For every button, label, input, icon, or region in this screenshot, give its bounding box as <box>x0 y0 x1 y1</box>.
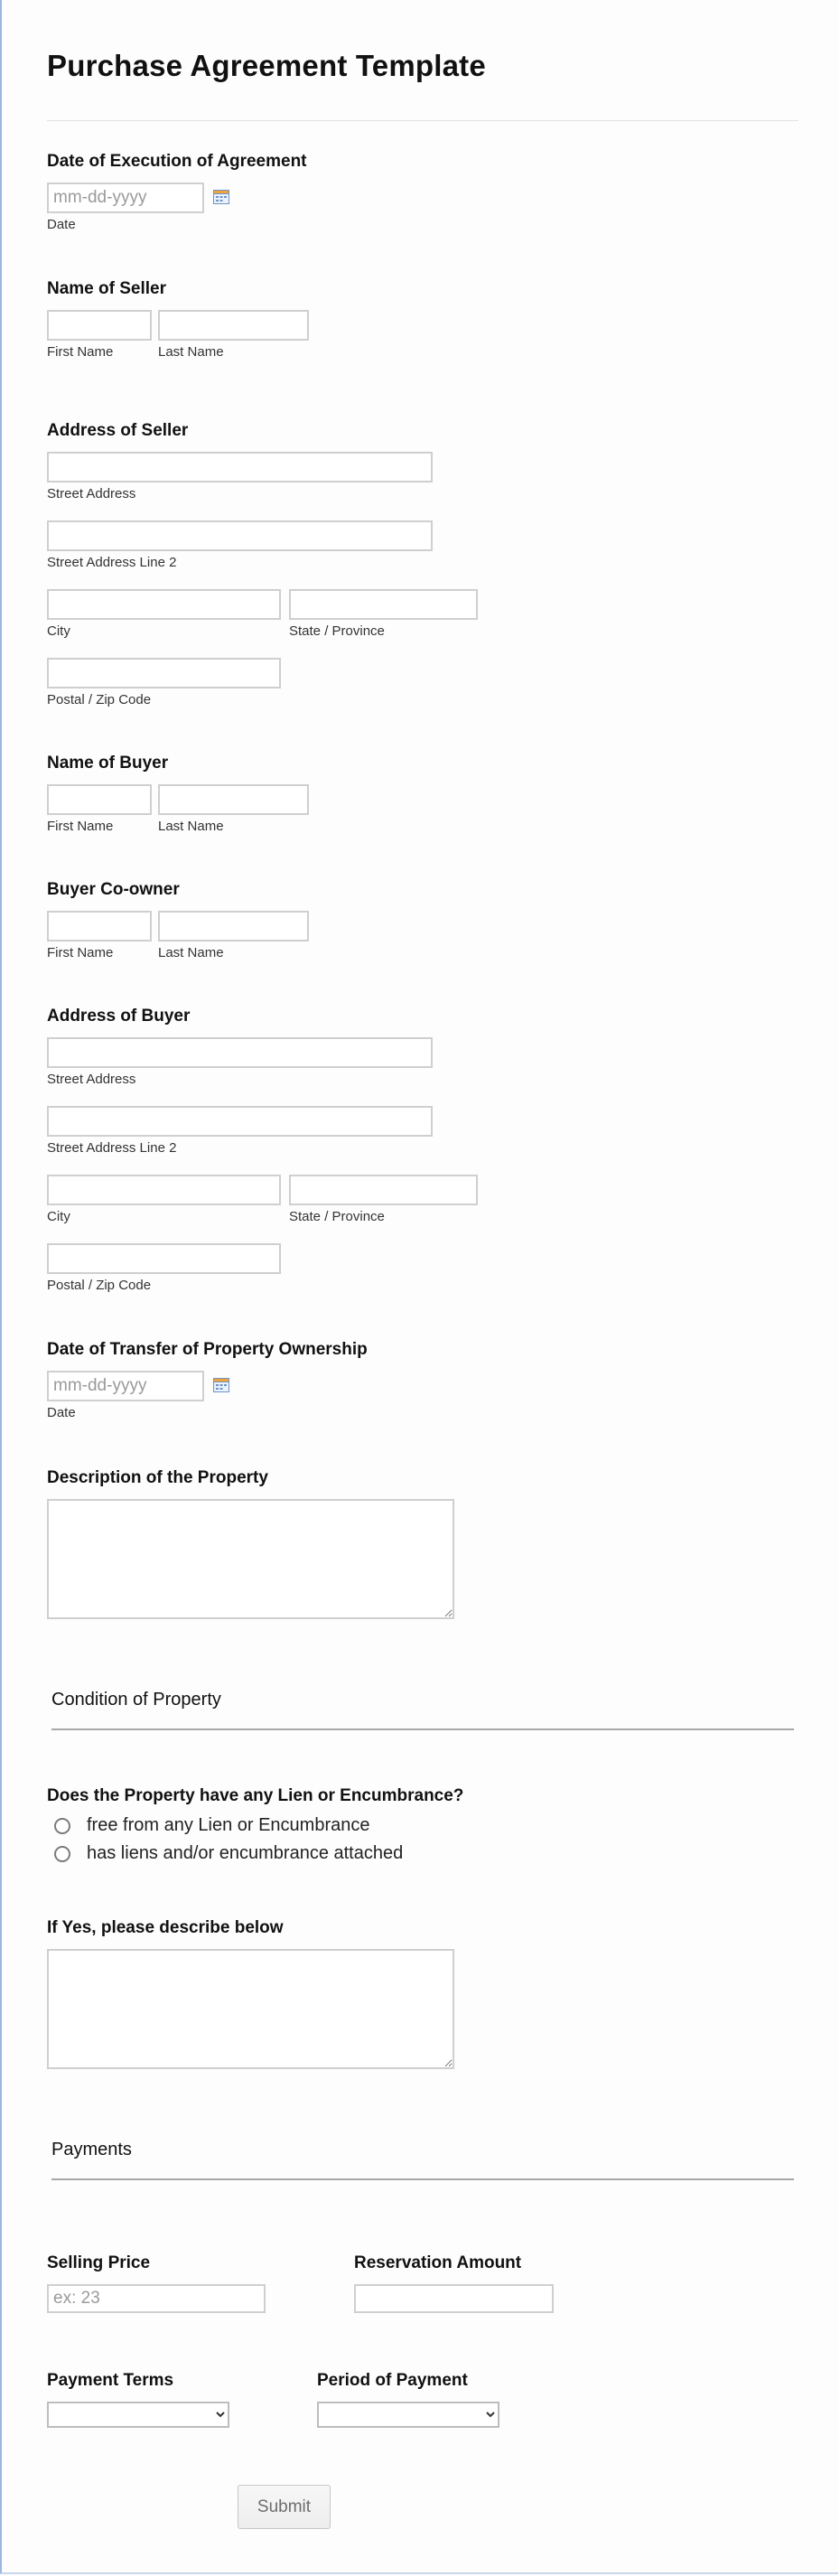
buyer-state-sublabel: State / Province <box>289 1209 385 1224</box>
condition-header-line <box>51 1728 794 1730</box>
lien-describe-label: If Yes, please describe below <box>47 1918 284 1937</box>
seller-state-sublabel: State / Province <box>289 623 385 639</box>
seller-last-name-sublabel: Last Name <box>158 344 224 360</box>
period-payment-select[interactable] <box>317 2402 499 2428</box>
lien-describe-section <box>47 1918 798 2074</box>
date-execution-sublabel: Date <box>47 217 76 232</box>
calendar-icon[interactable] <box>213 1377 229 1392</box>
seller-street2-sublabel: Street Address Line 2 <box>47 555 177 570</box>
buyer-street2-sublabel: Street Address Line 2 <box>47 1140 177 1156</box>
seller-postal-input[interactable] <box>47 658 281 688</box>
lien-describe-textarea[interactable] <box>47 1949 454 2069</box>
seller-city-sublabel: City <box>47 623 70 639</box>
period-payment-label: Period of Payment <box>317 2371 468 2390</box>
date-execution-label: Date of Execution of Agreement <box>47 152 307 171</box>
lien-option-free[interactable] <box>47 1812 798 1840</box>
address-buyer-section <box>47 1007 798 1312</box>
buyer-city-input[interactable] <box>47 1175 281 1205</box>
buyer-postal-input[interactable] <box>47 1243 281 1274</box>
selling-price-section <box>47 2253 300 2313</box>
seller-state-input[interactable] <box>289 589 478 620</box>
radio-button[interactable] <box>54 1846 70 1862</box>
address-seller-section <box>47 421 798 726</box>
buyer-first-name-sublabel: First Name <box>47 819 114 834</box>
condition-header-text: Condition of Property <box>51 1690 221 1710</box>
seller-first-name-input[interactable] <box>47 310 152 341</box>
buyer-coowner-section <box>47 880 798 961</box>
buyer-state-input[interactable] <box>289 1175 478 1205</box>
title-divider <box>47 120 798 121</box>
date-transfer-section <box>47 1340 798 1421</box>
lien-option-free-label: free from any Lien or Encumbrance <box>87 1815 370 1835</box>
payment-terms-select[interactable] <box>47 2402 229 2428</box>
lien-label: Does the Property have any Lien or Encumbrance? <box>47 1786 464 1805</box>
coowner-last-name-input[interactable] <box>158 911 309 941</box>
selling-price-input[interactable] <box>47 2284 266 2313</box>
description-section <box>47 1468 798 1624</box>
seller-street-sublabel: Street Address <box>47 486 136 501</box>
buyer-last-name-sublabel: Last Name <box>158 819 224 834</box>
date-execution-input[interactable] <box>47 183 204 213</box>
coowner-last-name-sublabel: Last Name <box>158 945 224 960</box>
buyer-last-name-input[interactable] <box>158 784 309 815</box>
period-payment-section <box>317 2371 552 2428</box>
name-seller-section <box>47 279 798 361</box>
name-buyer-section <box>47 754 798 835</box>
seller-first-name-sublabel: First Name <box>47 344 114 360</box>
coowner-first-name-input[interactable] <box>47 911 152 941</box>
buyer-coowner-label: Buyer Co-owner <box>47 880 180 899</box>
condition-header <box>51 1689 794 1730</box>
submit-button[interactable]: Submit <box>238 2485 331 2529</box>
calendar-icon[interactable] <box>213 189 229 204</box>
name-buyer-label: Name of Buyer <box>47 754 169 773</box>
buyer-postal-sublabel: Postal / Zip Code <box>47 1278 152 1293</box>
buyer-street-sublabel: Street Address <box>47 1072 136 1087</box>
radio-button[interactable] <box>54 1818 70 1834</box>
date-transfer-label: Date of Transfer of Property Ownership <box>47 1340 368 1359</box>
coowner-first-name-sublabel: First Name <box>47 945 114 960</box>
seller-street-input[interactable] <box>47 452 433 482</box>
payments-header-line <box>51 2178 794 2180</box>
date-transfer-input[interactable] <box>47 1371 204 1401</box>
seller-city-input[interactable] <box>47 589 281 620</box>
buyer-first-name-input[interactable] <box>47 784 152 815</box>
address-buyer-label: Address of Buyer <box>47 1007 191 1026</box>
payment-terms-label: Payment Terms <box>47 2371 174 2390</box>
seller-postal-sublabel: Postal / Zip Code <box>47 692 152 707</box>
name-seller-label: Name of Seller <box>47 279 166 298</box>
seller-last-name-input[interactable] <box>158 310 309 341</box>
reservation-amount-label: Reservation Amount <box>354 2253 522 2272</box>
date-transfer-sublabel: Date <box>47 1405 76 1420</box>
payments-header <box>51 2139 794 2180</box>
description-label: Description of the Property <box>47 1468 268 1487</box>
lien-option-attached-label: has liens and/or encumbrance attached <box>87 1843 404 1863</box>
date-execution-section <box>47 152 798 233</box>
lien-option-attached[interactable] <box>47 1840 798 1868</box>
buyer-street-input[interactable] <box>47 1037 433 1068</box>
buyer-city-sublabel: City <box>47 1209 70 1224</box>
address-seller-label: Address of Seller <box>47 421 189 440</box>
payments-header-text: Payments <box>51 2140 132 2159</box>
buyer-street2-input[interactable] <box>47 1106 433 1137</box>
seller-street2-input[interactable] <box>47 520 433 551</box>
description-textarea[interactable] <box>47 1499 454 1619</box>
selling-price-label: Selling Price <box>47 2253 151 2272</box>
lien-section <box>47 1786 798 1868</box>
reservation-amount-input[interactable] <box>354 2284 554 2313</box>
payment-terms-section <box>47 2371 282 2428</box>
reservation-amount-section <box>354 2253 625 2313</box>
page-title: Purchase Agreement Template <box>47 49 486 82</box>
